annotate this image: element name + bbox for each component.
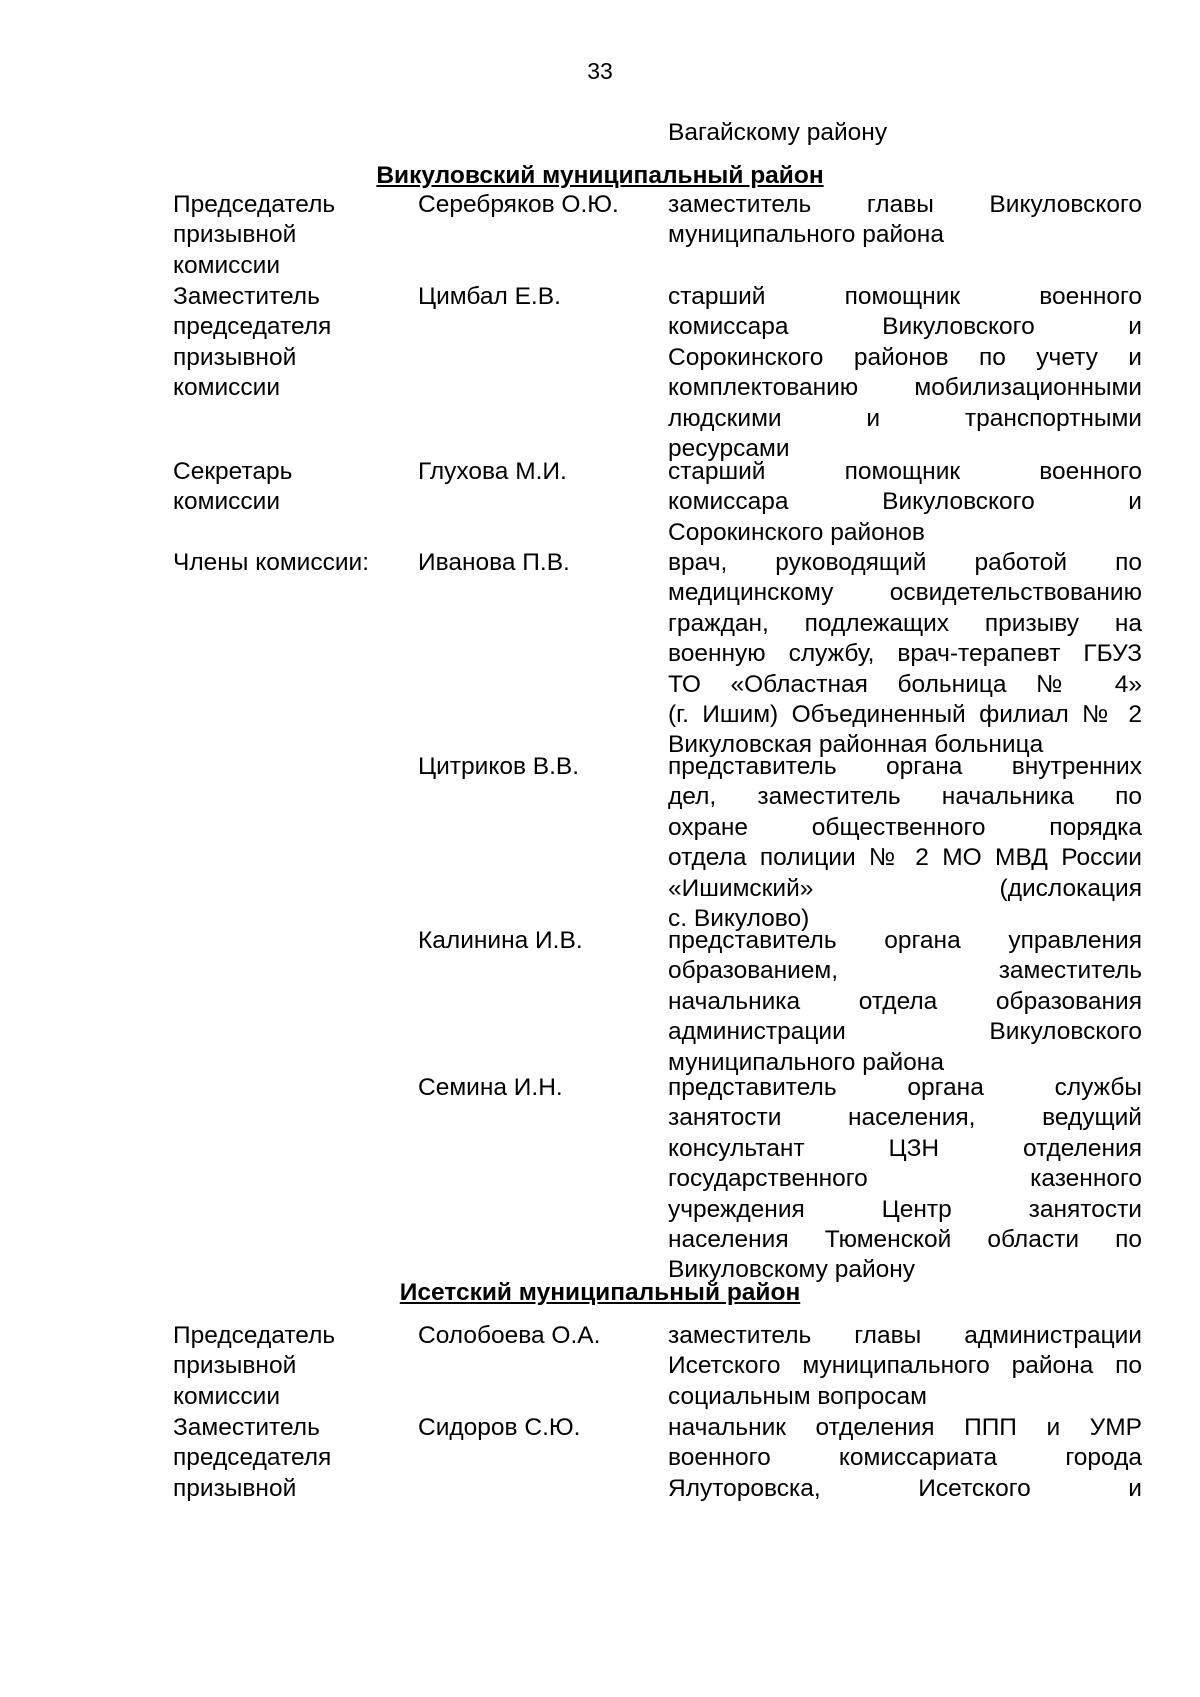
member-role bbox=[173, 1321, 413, 1412]
member-position-line: людскими и транспортными bbox=[668, 404, 1142, 432]
member-position-line: начальника отдела образования bbox=[668, 987, 1142, 1015]
member-role-line: Секретарь bbox=[173, 458, 293, 485]
member-position-line: начальник отделения ППП и УМР bbox=[668, 1414, 1142, 1441]
member-name: Цитриков В.В. bbox=[418, 753, 580, 780]
member-role-line: комиссии bbox=[173, 1382, 281, 1410]
member-position-line: представитель органа внутренних bbox=[668, 753, 1142, 780]
member-name: Семина И.Н. bbox=[418, 1074, 563, 1101]
member-role-line: Председатель bbox=[173, 191, 336, 218]
member-position-line: комплектованию мобилизационными bbox=[668, 374, 1142, 402]
member-position-line: граждан, подлежащих призыву на bbox=[668, 609, 1142, 637]
member-name: Солобоева О.А. bbox=[418, 1322, 601, 1349]
member-role-line: Члены комиссии: bbox=[173, 549, 370, 576]
member-position bbox=[668, 457, 1142, 548]
member-position-line: «Ишимский» (дислокация bbox=[668, 874, 1142, 902]
member-position-line: Викуловская районная больница bbox=[668, 731, 1044, 759]
member-position-line: представитель органа службы bbox=[668, 1074, 1142, 1101]
member-position-line: занятости населения, ведущий bbox=[668, 1104, 1142, 1132]
member-position-line: Сорокинского районов по учету и bbox=[668, 343, 1142, 371]
member-position-line: ТО «Областная больница № 4» bbox=[668, 670, 1142, 698]
member-role-line: призывной bbox=[173, 221, 297, 249]
member-role bbox=[173, 548, 413, 578]
member-name: Цимбал Е.В. bbox=[418, 283, 561, 310]
member-position-line: охране общественного порядка bbox=[668, 813, 1142, 841]
member-position-line: муниципального района bbox=[668, 221, 944, 249]
member-name: Сидоров С.Ю. bbox=[418, 1414, 581, 1441]
member-role-line: Заместитель bbox=[173, 283, 320, 310]
member-position-line: комиссара Викуловского и bbox=[668, 488, 1142, 516]
member-role bbox=[173, 1413, 413, 1504]
member-position-line: с. Викулово) bbox=[668, 905, 810, 933]
member-role-line: Заместитель bbox=[173, 1414, 320, 1441]
member-position bbox=[668, 1321, 1142, 1412]
member-role-line: комиссии bbox=[173, 374, 281, 402]
member-position bbox=[668, 752, 1142, 934]
member-position-line: учреждения Центр занятости bbox=[668, 1195, 1142, 1223]
member-position-line: военного комиссариата города bbox=[668, 1444, 1142, 1472]
member-position-line: (г. Ишим) Объединенный филиал № 2 bbox=[668, 701, 1142, 729]
member-position-line: военную службу, врач-терапевт ГБУЗ bbox=[668, 640, 1142, 668]
member-role-line: призывной bbox=[173, 343, 297, 371]
member-position-line: муниципального района bbox=[668, 1048, 944, 1076]
member-role-line: призывной bbox=[173, 1474, 297, 1502]
section-title: Викуловский муниципальный район bbox=[376, 162, 824, 189]
member-name: Серебряков О.Ю. bbox=[418, 191, 619, 218]
member-position bbox=[668, 1413, 1142, 1504]
member-role bbox=[173, 282, 413, 404]
member-name: Глухова М.И. bbox=[418, 458, 567, 485]
member-position-line: населения Тюменской области по bbox=[668, 1226, 1142, 1254]
member-position-line: Исетского муниципального района по bbox=[668, 1352, 1142, 1380]
member-position-line: ресурсами bbox=[668, 435, 790, 463]
member-position-line: Сорокинского районов bbox=[668, 518, 925, 546]
member-position-line: старший помощник военного bbox=[668, 458, 1142, 485]
member-position-line: Ялуторовска, Исетского и bbox=[668, 1474, 1142, 1502]
member-position-line: врач, руководящий работой по bbox=[668, 549, 1142, 576]
member-position-line: Викуловскому району bbox=[668, 1256, 916, 1284]
member-position bbox=[668, 282, 1142, 464]
member-position-line: отдела полиции № 2 МО МВД России bbox=[668, 844, 1142, 872]
carry-over-line: Вагайскому району bbox=[668, 119, 888, 146]
member-position bbox=[668, 1073, 1142, 1286]
member-position-line: заместитель главы Викуловского bbox=[668, 191, 1142, 218]
member-role-line: Председатель bbox=[173, 1322, 336, 1349]
member-position-line: комиссара Викуловского и bbox=[668, 313, 1142, 341]
member-position-line: дел, заместитель начальника по bbox=[668, 783, 1142, 811]
member-position-line: медицинскому освидетельствованию bbox=[668, 579, 1142, 607]
member-role-line: комиссии bbox=[173, 488, 281, 516]
member-position-line: старший помощник военного bbox=[668, 283, 1142, 310]
member-role-line: комиссии bbox=[173, 251, 281, 279]
section-title: Исетский муниципальный район bbox=[399, 1279, 801, 1306]
member-position bbox=[668, 190, 1142, 251]
member-position bbox=[668, 926, 1142, 1078]
member-position-line: государственного казенного bbox=[668, 1165, 1142, 1193]
member-position bbox=[668, 548, 1142, 761]
member-position-line: администрации Викуловского bbox=[668, 1018, 1142, 1046]
member-role-line: призывной bbox=[173, 1352, 297, 1380]
page-number: 33 bbox=[587, 58, 613, 84]
member-position-line: образованием, заместитель bbox=[668, 957, 1142, 985]
member-name: Иванова П.В. bbox=[418, 549, 570, 576]
member-role bbox=[173, 457, 413, 518]
member-position-line: представитель органа управления bbox=[668, 927, 1142, 954]
member-position-line: социальным вопросам bbox=[668, 1382, 927, 1410]
member-position-line: консультант ЦЗН отделения bbox=[668, 1134, 1142, 1162]
member-role-line: председателя bbox=[173, 1444, 332, 1472]
member-position-line: заместитель главы администрации bbox=[668, 1322, 1142, 1349]
member-role bbox=[173, 190, 413, 281]
member-name: Калинина И.В. bbox=[418, 927, 583, 954]
member-role-line: председателя bbox=[173, 313, 332, 341]
